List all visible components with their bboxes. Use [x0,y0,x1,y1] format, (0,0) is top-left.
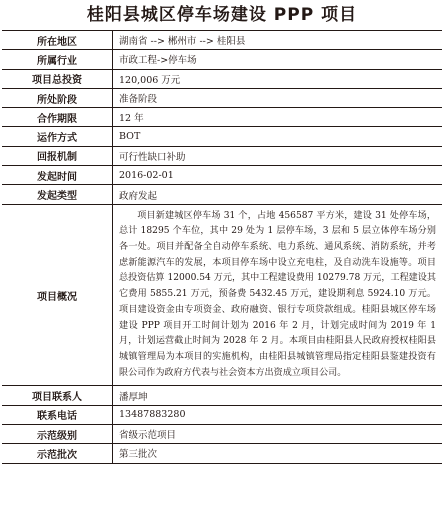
table-row-overview [2,204,442,386]
row-label: 所在地区 [2,31,113,50]
row-label: 运作方式 [2,127,113,146]
row-value: 潘厚坤 [113,386,443,405]
row-value: 2016-02-01 [113,166,443,185]
table-row-industry [2,50,442,69]
page-title: 桂阳县城区停车场建设 PPP 项目 [2,1,442,31]
project-info-table [2,31,442,464]
table-row-demo-level [2,425,442,444]
row-label: 所处阶段 [2,88,113,107]
table-row-phone [2,405,442,424]
row-label: 联系电话 [2,405,113,424]
row-label: 项目总投资 [2,69,113,88]
row-value: 准备阶段 [113,88,443,107]
table-row-demo-batch [2,444,442,463]
row-label: 回报机制 [2,146,113,165]
table-row-stage [2,88,442,107]
table-row-contact [2,386,442,405]
row-value: 120,006 万元 [113,69,443,88]
row-label: 发起类型 [2,185,113,204]
row-value: 湖南省 --> 郴州市 --> 桂阳县 [113,31,443,50]
table-row-region [2,31,442,50]
project-info-sheet [2,1,442,511]
row-value: 13487883280 [113,405,443,424]
row-value: BOT [113,127,443,146]
row-value: 省级示范项目 [113,425,443,444]
row-value: 可行性缺口补助 [113,146,443,165]
row-label: 示范级别 [2,425,113,444]
table-row-initiator-type [2,185,442,204]
table-row-start-date [2,166,442,185]
row-label: 示范批次 [2,444,113,463]
table-row-term [2,108,442,127]
row-label: 合作期限 [2,108,113,127]
row-value: 12 年 [113,108,443,127]
table-row-operation-mode [2,127,442,146]
overview-text: 项目新建城区停车场 31 个，占地 456587 平方米，建设 31 处停车场，总计 18295 个车位，其中 29 处为 1 层停车场，3 层和 5 层立体停车场分别各一处。项目并配备全自动停车系统、电力系统、通风系统、消防系统，并考虑新能源汽车的发展，本项目停车场中设立充电柱，及自动洗车设施等。项目总投资估算 12000.54 万元，其中工程建设费用 10279.78 万元，工程建设其它费用 5855.21 万元，预备费 5432.45 万元，建设期利息 5924.10 万元。项目建设资金由专项资金、政府融资、银行专项贷款组成。桂阳县城区停车场建设 PPP 项目开工时间计划为 2016 年 2 月，计划完成时间为 2019 年 1 月，计划运营截止时间为 2028 年 2 月。本项目由桂阳县人民政府授权桂阳县城镇管理局为本项目的实施机构，由桂阳县城镇管理局指定桂阳县鉴建投资有限公司作为政府方代表与社会资本方出资成立项目公司。 [113,204,443,386]
row-label: 发起时间 [2,166,113,185]
row-label: 项目联系人 [2,386,113,405]
row-label: 项目概况 [2,204,113,386]
table-row-investment [2,69,442,88]
row-value: 市政工程->停车场 [113,50,443,69]
row-value: 政府发起 [113,185,443,204]
row-label: 所属行业 [2,50,113,69]
table-row-return-mechanism [2,146,442,165]
row-value: 第三批次 [113,444,443,463]
